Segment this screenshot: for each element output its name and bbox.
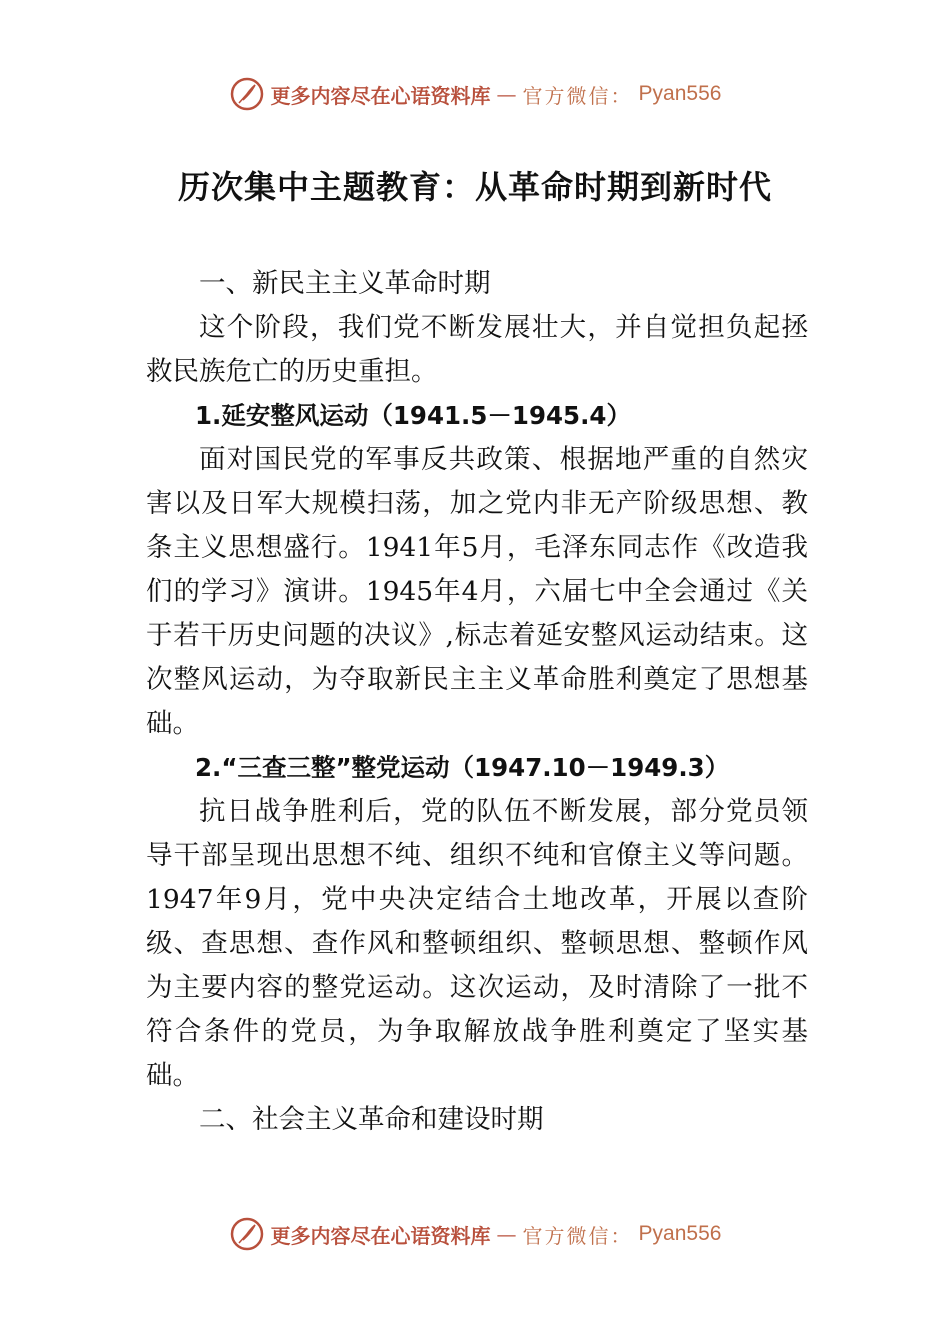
- document-title: 历次集中主题教育：从革命时期到新时代: [177, 168, 772, 206]
- brand-text: 更多内容尽在心语资料库: [270, 83, 491, 108]
- footer-banner: [0, 1212, 950, 1256]
- header-banner: [0, 72, 950, 116]
- section-heading: 一、新民主主义革命时期: [199, 268, 491, 299]
- banner-separator: —: [496, 1222, 517, 1246]
- body-paragraph: 面对国民党的军事反共政策、根据地严重的自然灾害以及日军大规模扫荡，加之党内非无产阶级思想、教条主义思想盛行。1941年5月，毛泽东同志作《改造我们的学习》演讲。1945年4月，六届七中全会通过《关于若干历史问题的决议》,标志着延安整风运动结束。这次整风运动，为夺取新民主主义革命胜利奠定了思想基础。: [146, 444, 808, 739]
- body-paragraph: 这个阶段，我们党不断发展壮大，并自觉担负起拯救民族危亡的历史重担。: [146, 312, 808, 387]
- subsection-heading: 2.“三查三整”整党运动（1947.10－1949.3）: [195, 753, 730, 782]
- quill-logo-icon: [229, 1216, 265, 1252]
- subsection-heading: 1.延安整风运动（1941.5－1945.4）: [195, 401, 631, 430]
- wechat-label: 官方微信：: [522, 83, 633, 108]
- document-body: [146, 262, 808, 1142]
- wechat-id: Pyan556: [638, 1222, 722, 1245]
- wechat-label: 官方微信：: [522, 1223, 633, 1248]
- quill-logo-icon: [229, 76, 265, 112]
- brand-text: 更多内容尽在心语资料库: [270, 1223, 491, 1248]
- wechat-id: Pyan556: [638, 82, 722, 105]
- banner-separator: —: [496, 82, 517, 106]
- section-heading: 二、社会主义革命和建设时期: [199, 1104, 544, 1135]
- body-paragraph: 抗日战争胜利后，党的队伍不断发展，部分党员领导干部呈现出思想不纯、组织不纯和官僚主义等问题。1947年9月，党中央决定结合土地改革，开展以查阶级、查思想、查作风和整顿组织、整顿思想、整顿作风为主要内容的整党运动。这次运动，及时清除了一批不符合条件的党员，为争取解放战争胜利奠定了坚实基础。: [146, 796, 808, 1091]
